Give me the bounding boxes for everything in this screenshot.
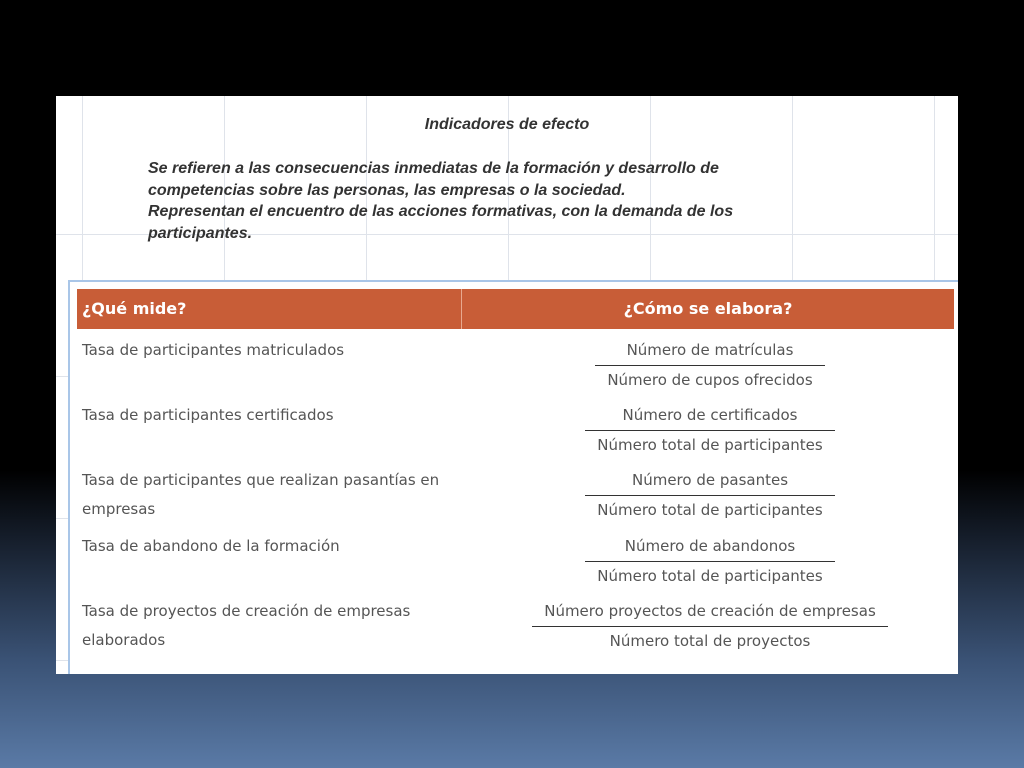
formula-denominator: Número total de participantes [597,501,823,519]
formula-numerator: Número de abandonos [624,537,796,555]
indicators-table [68,280,958,674]
intro-line: Se refieren a las consecuencias inmediatas de la formación y desarrollo de [148,160,719,177]
formula [470,466,950,525]
row-label: Tasa de participantes que realizan pasantías en empresas [82,471,440,518]
intro-line: participantes. [148,224,253,242]
intro-title: Indicadores de efecto [424,116,590,133]
formula-denominator: Número de cupos ofrecidos [607,371,813,389]
intro-section [56,96,958,276]
table-header [77,289,954,329]
formula-numerator: Número proyectos de creación de empresas [544,602,876,620]
row-label: Tasa de abandono de la formación [82,537,340,555]
intro-paragraph [148,158,848,244]
formula-denominator: Número total de proyectos [609,632,811,650]
formula [470,532,950,591]
header-what: ¿Qué mide? [77,289,462,329]
formula [470,336,950,395]
formula-denominator: Número total de participantes [597,436,823,454]
slide-panel [56,96,958,674]
formula [470,401,950,460]
row-label: Tasa de participantes matriculados [82,341,345,359]
intro-line: competencias sobre las personas, las empresas o la sociedad. [148,181,626,199]
formula-numerator: Número de certificados [622,406,798,424]
formula-numerator: Número de pasantes [631,471,789,489]
formula-numerator: Número de matrículas [626,341,794,359]
header-how: ¿Cómo se elabora? [623,299,793,318]
intro-line: Representan el encuentro de las acciones formativas, con la demanda de los [148,203,734,220]
formula [470,597,950,656]
row-label: Tasa de proyectos de creación de empresas elaborados [82,602,411,649]
row-label: Tasa de participantes certificados [82,406,334,424]
formula-denominator: Número total de participantes [597,567,823,585]
